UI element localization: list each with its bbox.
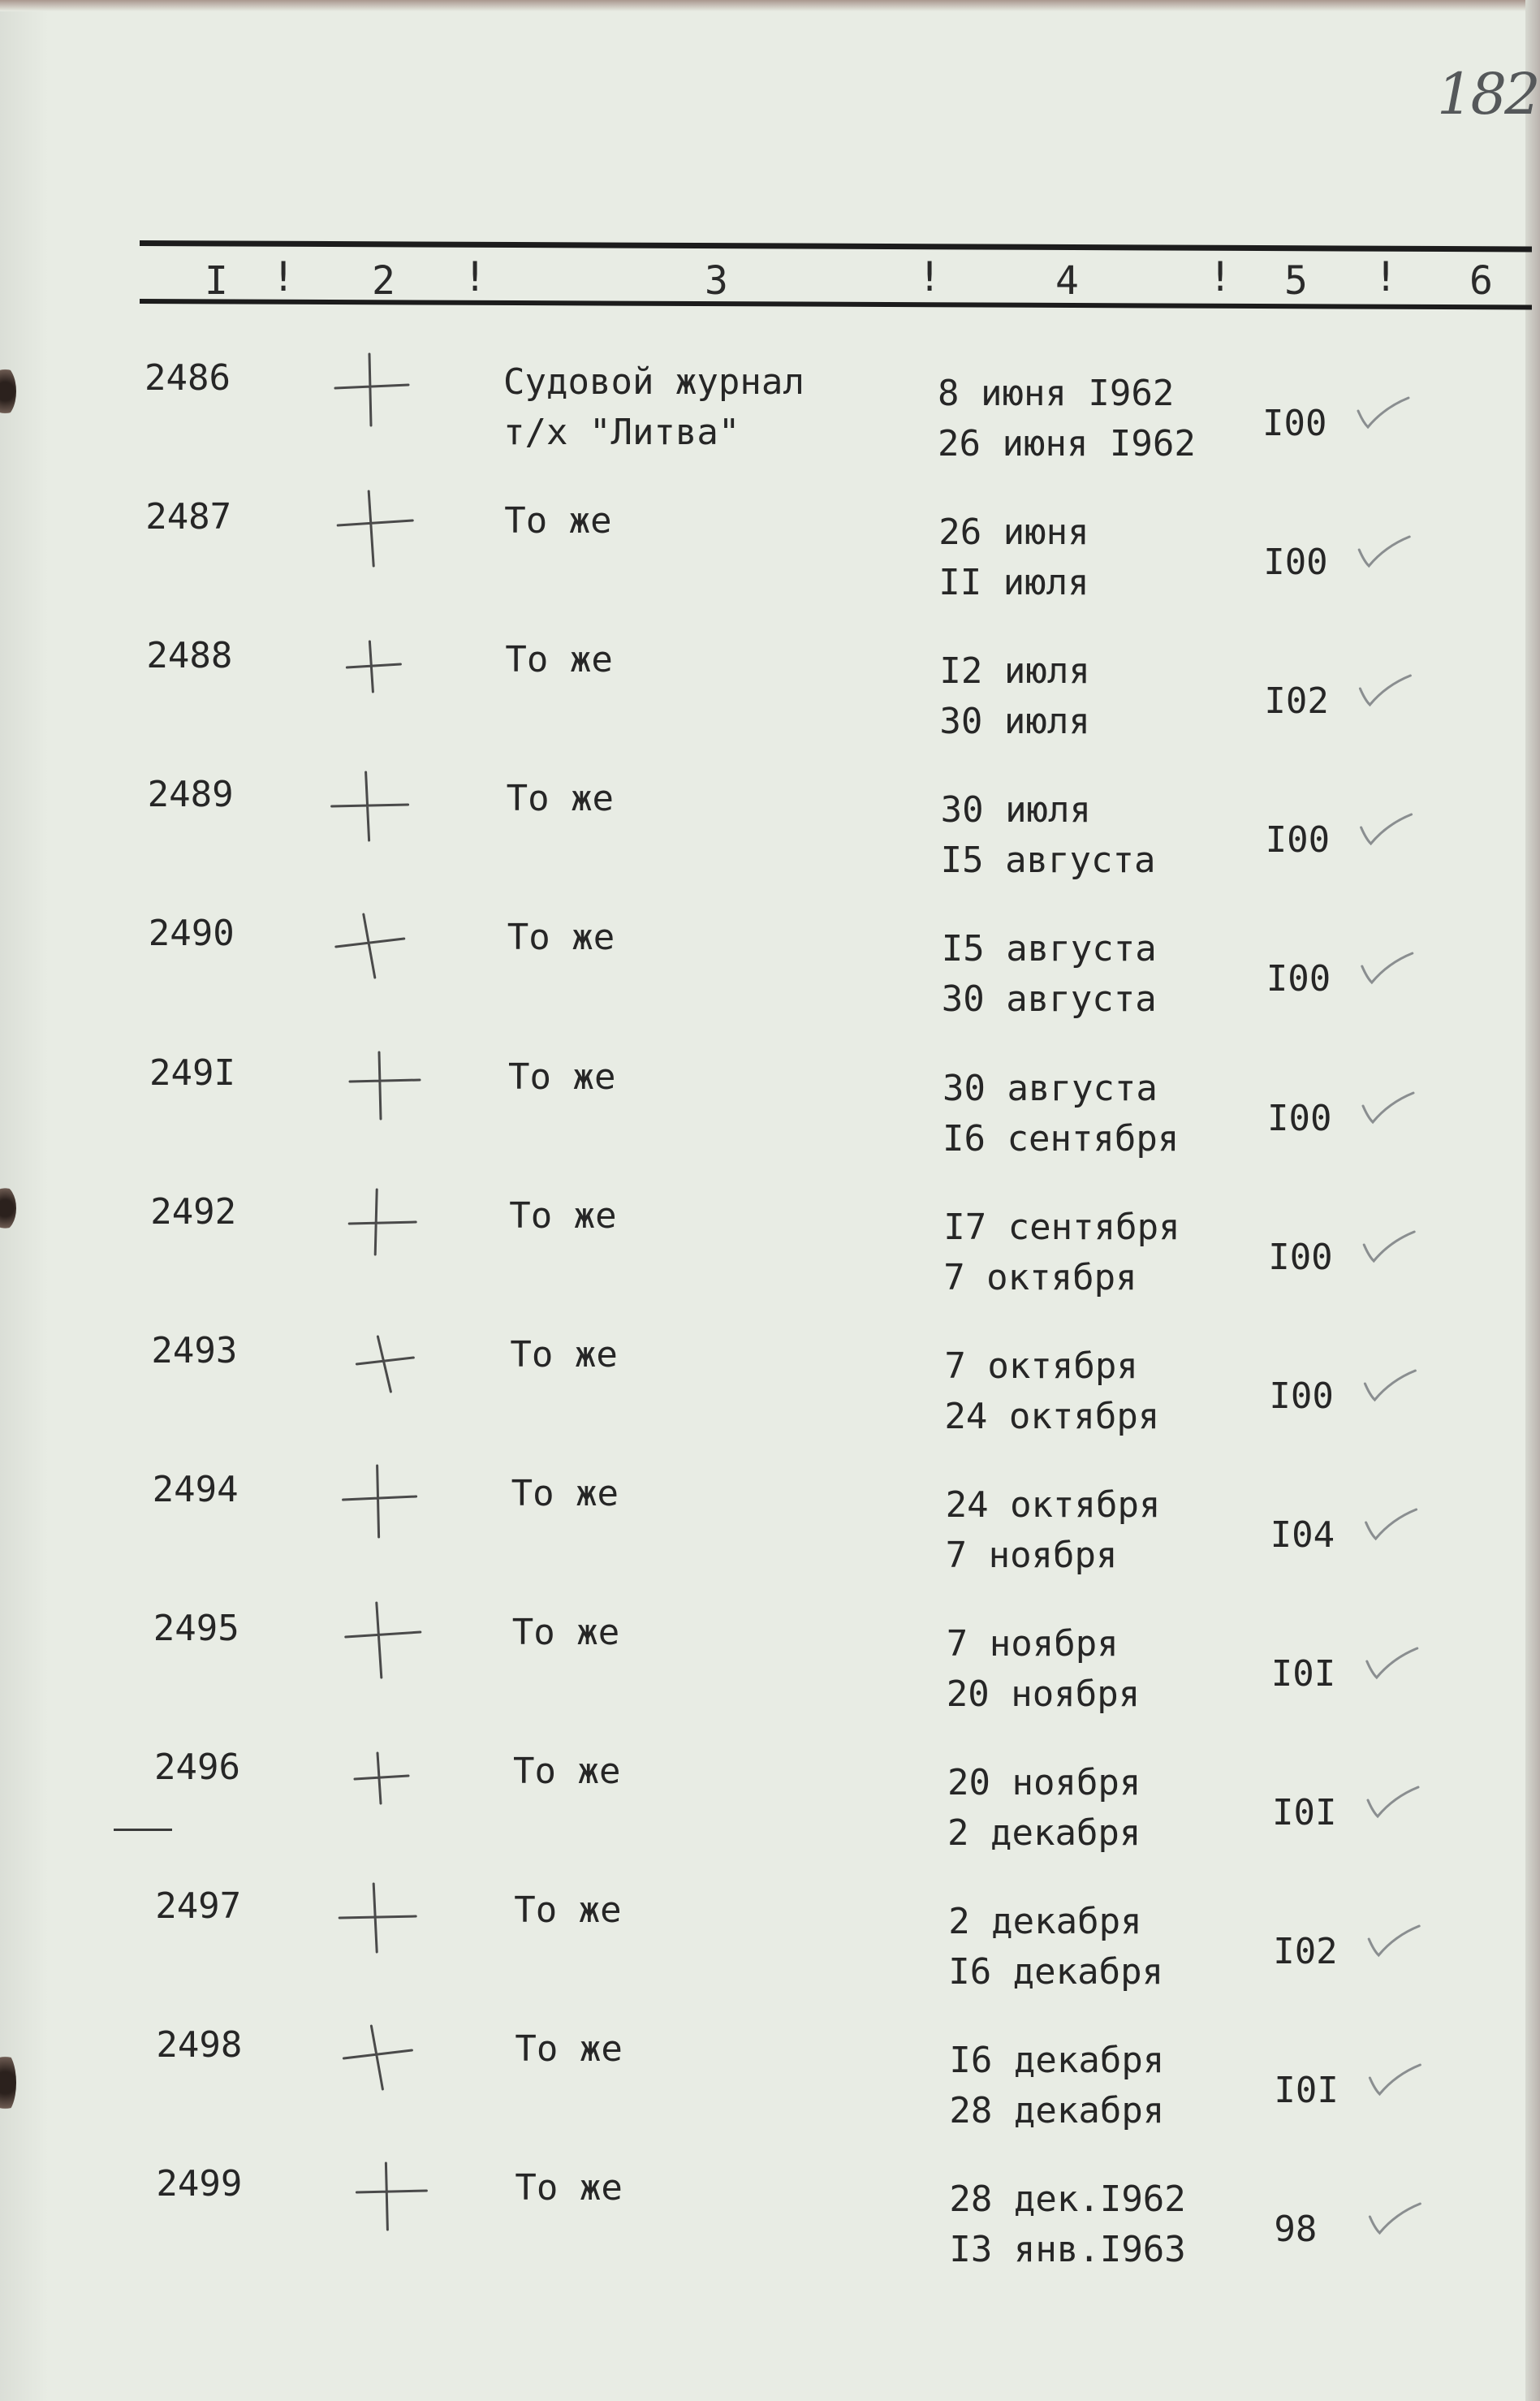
case-number: 2489 [147,774,234,816]
column-header-6: 6 [1469,258,1493,304]
cross-mark-icon [332,2016,429,2097]
sheet-count: I04 [1270,1514,1335,1556]
case-number: 2496 [154,1747,240,1788]
case-title: То же [510,1333,618,1375]
case-number: 2490 [148,913,235,955]
check-mark-icon [1355,810,1420,858]
case-number: 2488 [146,635,233,677]
cross-mark-icon [322,627,420,708]
table-row [6,1191,1540,1329]
column-header-3: 3 [705,258,728,304]
case-title: То же [506,778,615,820]
case-title: То же [511,1611,620,1653]
table-row [11,2024,1540,2162]
table-row [9,1608,1540,1746]
check-mark-icon [1361,1782,1426,1831]
table-row [5,1052,1540,1190]
table-row [3,774,1540,912]
case-title: То же [511,1472,619,1514]
cross-mark-icon [321,349,418,430]
page-top-edge [0,0,1540,11]
check-mark-icon [1358,1366,1423,1414]
cross-mark-icon [327,1322,425,1403]
case-number: 2497 [155,1885,242,1928]
cross-mark-icon [329,1461,426,1542]
column-separator: ! [1208,253,1233,300]
case-number: 2492 [150,1190,237,1233]
cross-mark-icon [325,905,422,986]
check-mark-icon [1362,1921,1427,1970]
case-number: 249I [149,1052,235,1094]
table-row [8,1469,1540,1607]
check-mark-icon [1360,1505,1425,1553]
check-mark-icon [1363,2199,1428,2248]
check-mark-icon [1357,1088,1421,1137]
margin-dash-mark [114,1829,172,1831]
date-range: 7 октября 24 октября [944,1345,1160,1437]
cross-mark-icon [321,488,419,569]
table-row [1,496,1540,634]
case-number: 2486 [145,357,231,399]
sheet-count: I00 [1263,542,1328,584]
sheet-count: I02 [1264,680,1329,723]
page-number: 182 [1437,61,1538,127]
sheet-count: I0I [1274,2070,1339,2112]
date-range: 30 августа I6 сентября [943,1067,1180,1159]
check-mark-icon [1356,948,1421,997]
cross-mark-icon [332,2155,429,2236]
sheet-count: I00 [1265,819,1331,862]
table-row [6,1330,1540,1468]
table-row [2,635,1540,773]
date-range: 2 декабря I6 декабря [948,1901,1164,1993]
cross-mark-icon [330,1738,428,1820]
sheet-count: I00 [1267,1097,1332,1139]
case-number: 2495 [153,1607,239,1649]
header-bottom-rule [140,299,1532,309]
case-number: 2487 [145,496,232,538]
sheet-count: I0I [1272,1792,1337,1833]
cross-mark-icon [330,1600,427,1681]
column-header-2: 2 [372,258,395,304]
column-separator: ! [917,253,943,300]
date-range: I7 сентября 7 октября [943,1206,1180,1298]
check-mark-icon [1353,671,1418,719]
date-range: I5 августа 30 августа [941,928,1157,1021]
date-range: 8 июня I962 26 июня I962 [938,373,1196,464]
case-title: То же [508,1056,616,1098]
date-range: 26 июня II июля [938,512,1089,604]
date-range: I6 декабря 28 декабря [949,2040,1165,2132]
date-range: 7 ноября 20 ноября [946,1622,1141,1715]
column-separator: ! [271,253,296,300]
check-mark-icon [1361,1643,1426,1692]
check-mark-icon [1363,2060,1428,2109]
cross-mark-icon [326,1183,424,1264]
cross-mark-icon [331,1877,429,1958]
case-title: Судовой журнал т/х "Литва" [503,361,805,453]
table-row [11,1885,1540,2023]
date-range: 28 дек.I962 I3 янв.I963 [949,2179,1186,2271]
date-range: I2 июля 30 июля [939,650,1090,743]
sheet-count: I00 [1266,958,1331,1000]
column-separator: ! [1374,253,1399,300]
case-title: То же [514,1889,622,1932]
sheet-count: I02 [1273,1931,1338,1973]
sheet-count: I00 [1269,1375,1334,1417]
date-range: 20 ноября 2 декабря [947,1762,1141,1854]
date-range: 24 октября 7 ноября [945,1483,1161,1576]
case-number: 2493 [151,1329,238,1371]
sheet-count: I00 [1268,1236,1333,1278]
sheet-count: 98 [1274,2209,1318,2251]
case-title: То же [513,1751,621,1792]
column-header-1: I [205,258,228,304]
table-row [4,913,1540,1051]
case-number: 2499 [156,2163,243,2205]
case-title: То же [515,2167,623,2209]
cross-mark-icon [324,766,421,847]
check-mark-icon [1357,1227,1422,1276]
case-title: То же [504,500,612,542]
table-row [10,1747,1540,1885]
column-header-4: 4 [1055,258,1079,304]
date-range: 30 июля I5 августа [940,789,1156,882]
case-title: То же [505,639,613,681]
check-mark-icon [1352,393,1417,442]
case-number: 2498 [156,2024,243,2066]
column-separator: ! [463,253,488,300]
case-number: 2494 [152,1468,239,1510]
sheet-count: I00 [1262,403,1327,444]
header-top-rule [140,240,1532,252]
sheet-count: I0I [1270,1652,1336,1695]
case-title: То же [515,2028,623,2071]
table-row [11,2163,1540,2301]
case-title: То же [509,1194,617,1237]
table-row [0,357,1540,495]
column-header-5: 5 [1284,258,1308,304]
case-title: То же [507,917,615,959]
check-mark-icon [1352,532,1417,581]
cross-mark-icon [326,1044,423,1125]
